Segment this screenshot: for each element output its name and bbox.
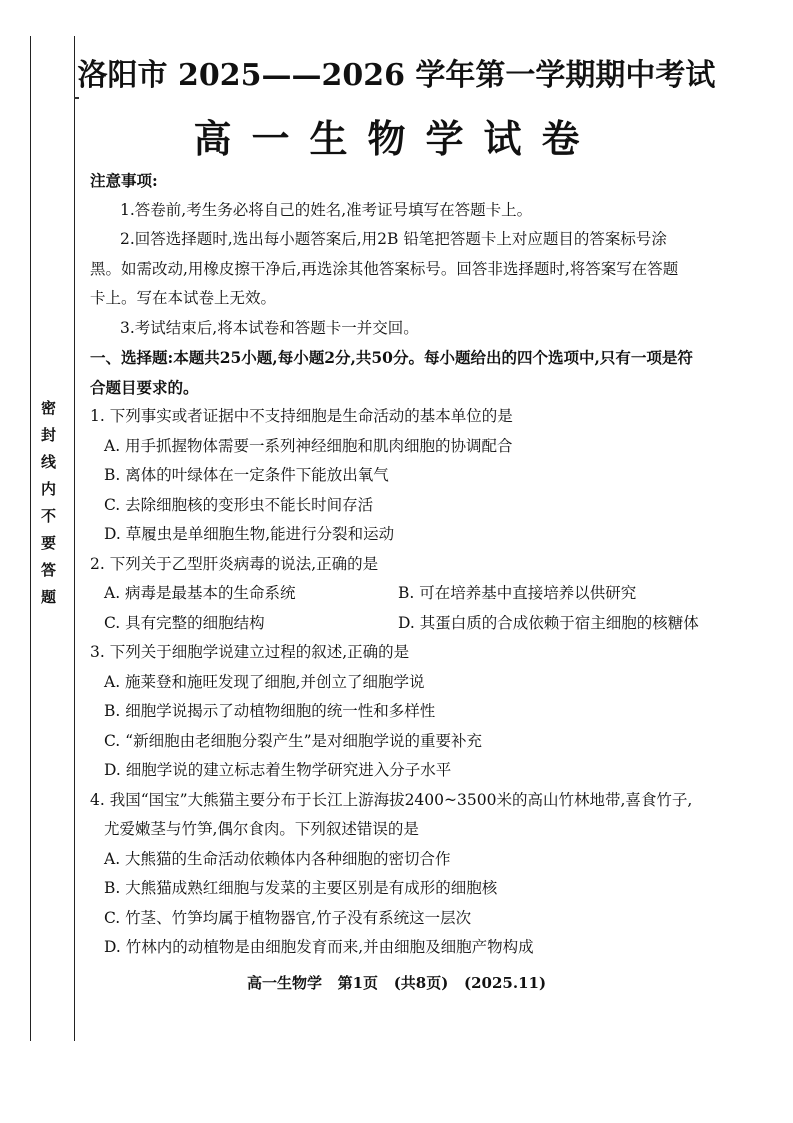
option-d: D. 其蛋白质的合成依赖于宿主细胞的核糖体 [398, 613, 699, 632]
question-stem-continued: 尤爱嫩茎与竹笋,偶尔食肉。下列叙述错误的是 [104, 820, 419, 838]
exam-content [90, 166, 780, 963]
option-d: D. 竹林内的动植物是由细胞发育而来,并由细胞及细胞产物构成 [104, 938, 534, 956]
notes-item-3: 3.考试结束后,将本试卷和答题卡一并交回。 [120, 318, 419, 337]
question-2 [90, 550, 780, 639]
seal-line-notice: 密封线内不要答题 [39, 400, 57, 616]
exam-title: 洛阳市 2025——2026 学年第一学期期中考试 [77, 58, 716, 93]
notes-item-2-line-3: 卡上。写在本试卷上无效。 [90, 289, 277, 307]
section-heading-line-1: 一、选择题:本题共25小题,每小题2分,共50分。每小题给出的四个选项中,只有一项是符 [90, 348, 693, 367]
option-a: A. 施莱登和施旺发现了细胞,并创立了细胞学说 [104, 672, 425, 691]
option-c: C. 具有完整的细胞结构 [104, 613, 265, 632]
binding-line-outer [30, 36, 31, 1041]
exam-subtitle: 高一生物学试卷 [193, 116, 600, 161]
page-footer: 高一生物学 第1页 (共8页) (2025.11) [246, 974, 547, 992]
option-c: C. 竹茎、竹笋均属于植物器官,竹子没有系统这一层次 [104, 908, 472, 927]
section-heading-line-2: 合题目要求的。 [90, 377, 199, 397]
question-1 [90, 402, 780, 550]
option-b: B. 大熊猫成熟红细胞与发菜的主要区别是有成形的细胞核 [104, 879, 498, 897]
option-b: B. 可在培养基中直接培养以供研究 [398, 584, 637, 602]
margin-tick-mark [74, 97, 79, 99]
option-c: C. 去除细胞核的变形虫不能长时间存活 [104, 495, 374, 514]
question-stem: 2. 下列关于乙型肝炎病毒的说法,正确的是 [90, 554, 379, 573]
notes-item-2-line-1: 2.回答选择题时,选出每小题答案后,用2B 铅笔把答题卡上对应题目的答案标号涂 [120, 230, 667, 248]
notes-item-1: 1.答卷前,考生务必将自己的姓名,准考证号填写在答题卡上。 [120, 200, 533, 219]
option-a: A. 用手抓握物体需要一系列神经细胞和肌肉细胞的协调配合 [104, 436, 513, 455]
question-4 [90, 786, 780, 963]
notes-item-2-line-2: 黑。如需改动,用橡皮擦干净后,再选涂其他答案标号。回答非选择题时,将答案写在答题 [90, 259, 679, 278]
option-d: D. 细胞学说的建立标志着生物学研究进入分子水平 [104, 761, 452, 779]
question-stem: 1. 下列事实或者证据中不支持细胞是生命活动的基本单位的是 [90, 407, 513, 425]
option-row [90, 579, 780, 609]
option-d: D. 草履虫是单细胞生物,能进行分裂和运动 [104, 525, 395, 543]
question-3 [90, 638, 780, 786]
option-b: B. 离体的叶绿体在一定条件下能放出氧气 [104, 466, 389, 484]
notes-heading: 注意事项: [90, 171, 158, 190]
option-a: A. 病毒是最基本的生命系统 [104, 584, 296, 602]
question-stem: 3. 下列关于细胞学说建立过程的叙述,正确的是 [90, 643, 410, 661]
option-b: B. 细胞学说揭示了动植物细胞的统一性和多样性 [104, 702, 436, 720]
option-c: C. “新细胞由老细胞分裂产生”是对细胞学说的重要补充 [104, 731, 483, 750]
option-a: A. 大熊猫的生命活动依赖体内各种细胞的密切合作 [104, 849, 451, 868]
binding-line-inner [74, 36, 75, 1041]
option-row [90, 609, 780, 639]
question-stem: 4. 我国“国宝”大熊猫主要分布于长江上游海拔2400~3500米的高山竹林地带,喜食竹子, [90, 790, 693, 809]
